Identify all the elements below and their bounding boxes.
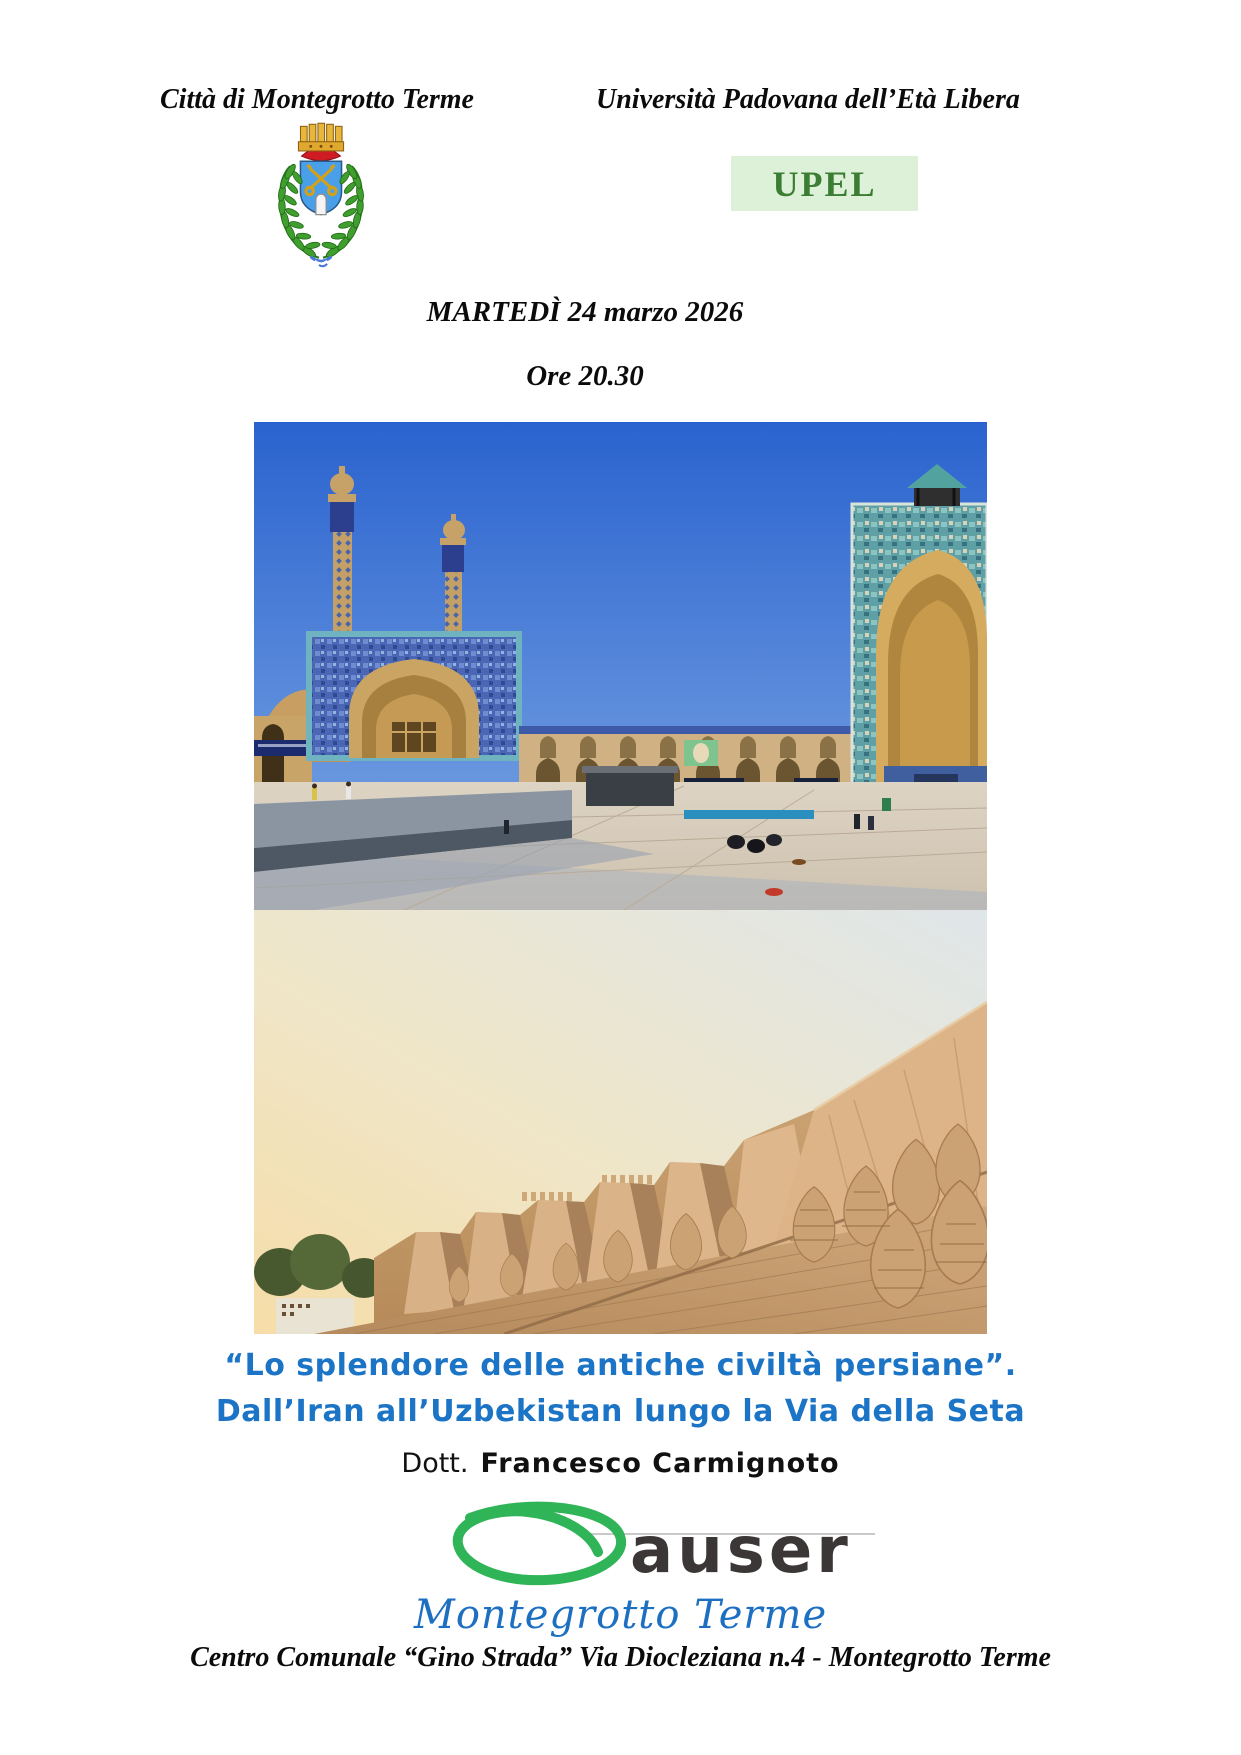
upel-label: UPEL <box>772 163 877 204</box>
venue-line: Centro Comunale “Gino Strada” Via Diocleziana n.4 - Montegrotto Terme <box>190 1642 1051 1673</box>
speaker-name: Francesco Carmignoto <box>480 1448 840 1479</box>
auser-wordmark: auser <box>630 1514 852 1588</box>
event-title-line1: “Lo splendore delle antiche civiltà persiane”. <box>224 1348 1017 1383</box>
university-title: Università Padovana dell’Età Libera <box>596 84 1020 115</box>
event-title-line2: Dall’Iran all’Uzbekistan lungo la Via della Seta <box>215 1394 1026 1429</box>
auser-logo <box>430 1496 880 1596</box>
auser-swoosh-icon <box>458 1507 621 1581</box>
khiva-walls-photo <box>254 910 987 1334</box>
speaker-line <box>0 1448 1241 1479</box>
speaker-prefix: Dott. <box>401 1448 469 1479</box>
event-date: MARTEDÌ 24 marzo 2026 <box>426 296 744 328</box>
upel-badge <box>731 156 918 211</box>
montegrotto-coat-of-arms-icon <box>258 114 384 268</box>
isfahan-mosque-photo <box>254 422 987 910</box>
event-time: Ore 20.30 <box>526 360 644 392</box>
auser-location: Montegrotto Terme <box>413 1592 828 1638</box>
city-title: Città di Montegrotto Terme <box>160 84 474 115</box>
